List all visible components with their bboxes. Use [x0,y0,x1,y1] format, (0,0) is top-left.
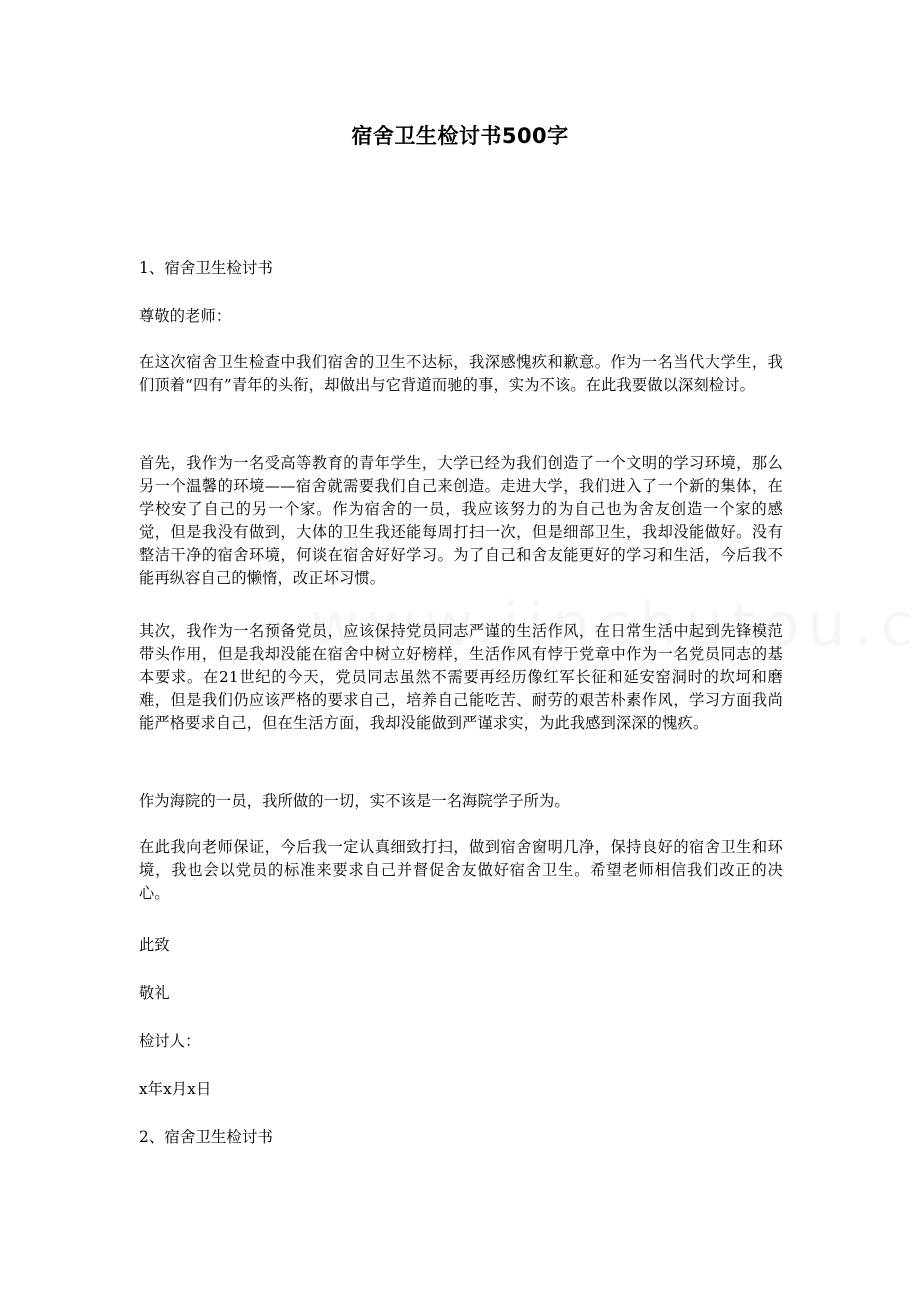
signature-label: 检讨人： [139,1032,201,1050]
closing-line-1: 此致 [139,936,170,954]
paragraph-1: 在这次宿舍卫生检查中我们宿舍的卫生不达标，我深感愧疚和歉意。作为一名当代大学生，我们顶着“四有”青年的头衔，却做出与它背道而驰的事，实为不该。在此我要做以深刻检讨。 [139,353,783,394]
section-heading-2: 2、宿舍卫生检讨书 [139,1128,273,1146]
closing-line-2: 敬礼 [139,984,170,1002]
date-line: x年x月x日 [139,1080,212,1098]
paragraph-3: 其次，我作为一名预备党员，应该保持党员同志严谨的生活作风，在日常生活中起到先锋模范带头作用，但是我却没能在宿舍中树立好榜样，生活作风有悖于党章中作为一名党员同志的基本要求。在21世纪的今天，党员同志虽然不需要再经历像红军长征和延安窑洞时的坎坷和磨难，但是我们仍应该严格的要求自己，培养自己能吃苦、耐劳的艰苦朴素作风，学习方面我尚能严格要求自己，但在生活方面，我却没能做到严谨求实，为此我感到深深的愧疚。 [139,622,783,732]
section-heading-1: 1、宿舍卫生检讨书 [139,259,273,277]
paragraph-5: 在此我向老师保证，今后我一定认真细致打扫，做到宿舍窗明几净，保持良好的宿舍卫生和环境，我也会以党员的标准来要求自己并督促舍友做好宿舍卫生。希望老师相信我们改正的决心。 [139,838,783,902]
paragraph-4: 作为海院的一员，我所做的一切，实不该是一名海院学子所为。 [139,792,570,810]
paragraph-2: 首先，我作为一名受高等教育的青年学生，大学已经为我们创造了一个文明的学习环境，那么另一个温馨的环境——宿舍就需要我们自己来创造。走进大学，我们进入了一个新的集体，在学校安了自己的另一个家。作为宿舍的一员，我应该努力的为自己也为舍友创造一个家的感觉，但是我没有做到，大体的卫生我还能每周打扫一次，但是细部卫生，我却没能做好。没有整洁干净的宿舍环境，何谈在宿舍好好学习。为了自己和舍友能更好的学习和生活，今后我不能再纵容自己的懒惰，改正坏习惯。 [139,454,783,587]
salutation: 尊敬的老师： [139,307,232,325]
document-title: 宿舍卫生检讨书500字 [351,124,569,148]
